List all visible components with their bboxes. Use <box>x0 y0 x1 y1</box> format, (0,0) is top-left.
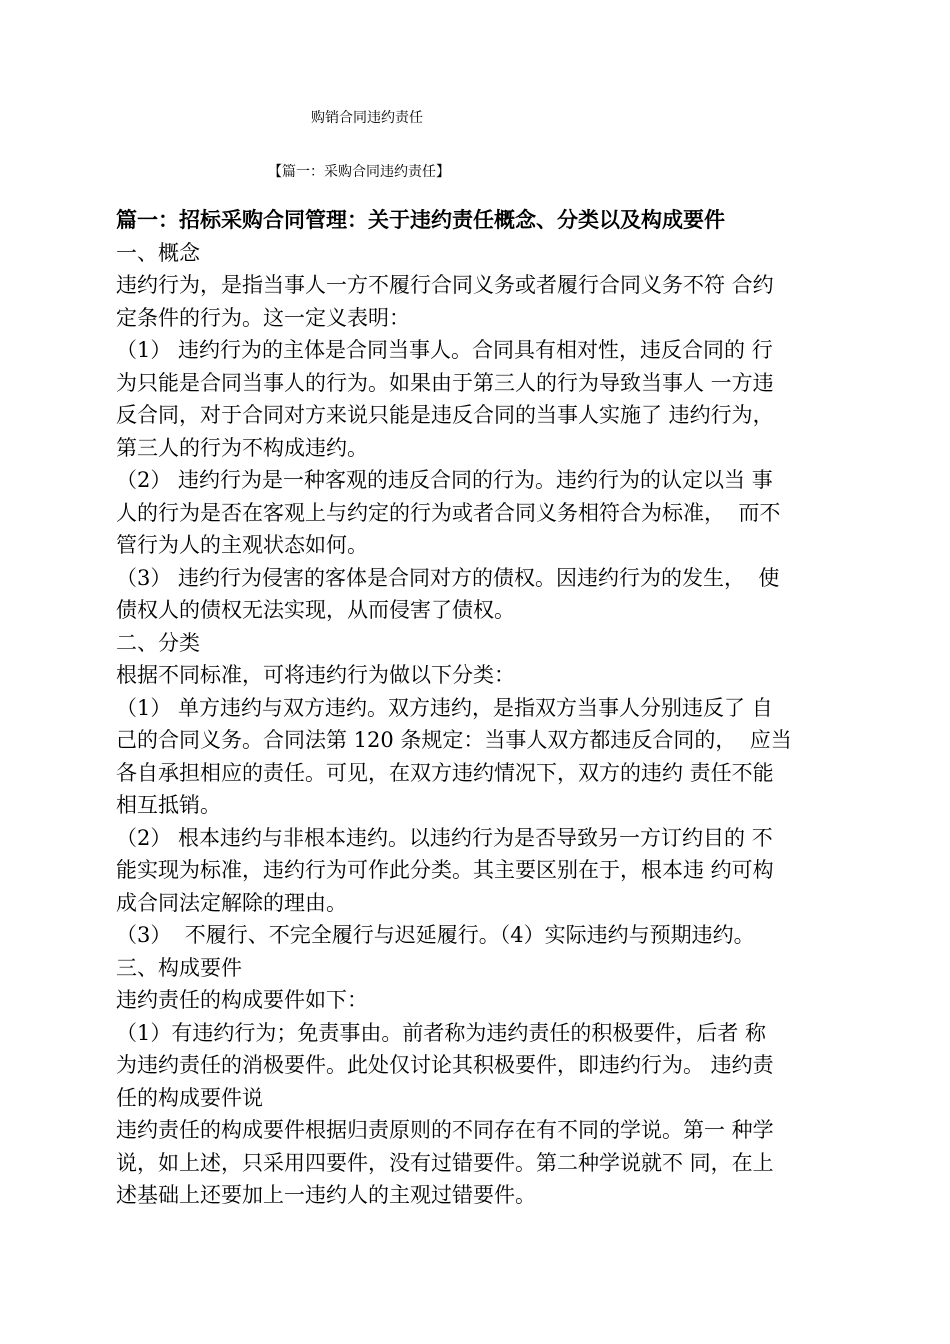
text-line: 成合同法定解除的理由。 <box>116 890 347 915</box>
text-line: 二、分类 <box>116 630 200 655</box>
text-line: （1）有违约行为；免责事由。前者称为违约责任的积极要件，后者 称 <box>116 1020 767 1045</box>
text-line: （2） 违约行为是一种客观的违反合同的行为。违约行为的认定以当 事 <box>116 468 773 492</box>
text-line: 为只能是合同当事人的行为。如果由于第三人的行为导致当事人 一方违 <box>116 370 774 395</box>
text-line: 违约责任的构成要件根据归责原则的不同存在有不同的学说。第一 种学 <box>116 1118 774 1142</box>
text-line: （1） 违约行为的主体是合同当事人。合同具有相对性，违反合同的 行 <box>116 338 773 362</box>
text-line: 一、概念 <box>116 240 200 265</box>
text-line: 第三人的行为不构成违约。 <box>116 435 368 460</box>
text-line: （1） 单方违约与双方违约。双方违约，是指双方当事人分别违反了 自 <box>116 695 773 720</box>
heading-line: 篇一：招标采购合同管理：关于违约责任概念、分类以及构成要件 <box>116 207 725 232</box>
text-line: （3） 违约行为侵害的客体是合同对方的债权。因违约行为的发生， 使 <box>116 565 780 590</box>
text-line: 相互抵销。 <box>116 793 221 817</box>
text-line: 说，如上述，只采用四要件，没有过错要件。第二种学说就不 同，在上 <box>116 1150 774 1175</box>
text-line: 为违约责任的消极要件。此处仅讨论其积极要件，即违约行为。 违约责 <box>116 1053 774 1077</box>
document-title: 购销合同违约责任 <box>311 110 423 126</box>
document-body <box>116 204 858 1212</box>
text-line: 人的行为是否在客观上与约定的行为或者合同义务相符合为标准， 而不 <box>116 500 781 525</box>
document-subtitle: 【篇一：采购合同违约责任】 <box>268 164 450 180</box>
text-line: 述基础上还要加上一违约人的主观过错要件。 <box>116 1183 536 1207</box>
text-line: 三、构成要件 <box>116 955 242 980</box>
text-line: 违约责任的构成要件如下： <box>116 988 368 1012</box>
text-line: 己的合同义务。合同法第 120 条规定：当事人双方都违反合同的， 应当 <box>116 728 792 752</box>
text-line: 定条件的行为。这一定义表明： <box>116 305 410 330</box>
text-line: （2） 根本违约与非根本违约。以违约行为是否导致另一方订约目的 不 <box>116 825 773 850</box>
text-line: 管行为人的主观状态如何。 <box>116 533 368 557</box>
text-line: （3） 不履行、不完全履行与迟延履行。（4）实际违约与预期违约。 <box>116 923 755 947</box>
text-line: 任的构成要件说 <box>116 1085 263 1110</box>
text-line: 能实现为标准，违约行为可作此分类。其主要区别在于，根本违 约可构 <box>116 858 774 882</box>
text-line: 违约行为，是指当事人一方不履行合同义务或者履行合同义务不符 合约 <box>116 273 774 297</box>
text-line: 根据不同标准，可将违约行为做以下分类： <box>116 663 515 687</box>
text-line: 各自承担相应的责任。可见，在双方违约情况下，双方的违约 责任不能 <box>116 760 774 785</box>
text-line: 反合同，对于合同对方来说只能是违反合同的当事人实施了 违约行为， <box>116 403 774 427</box>
text-line: 债权人的债权无法实现，从而侵害了债权。 <box>116 598 515 622</box>
